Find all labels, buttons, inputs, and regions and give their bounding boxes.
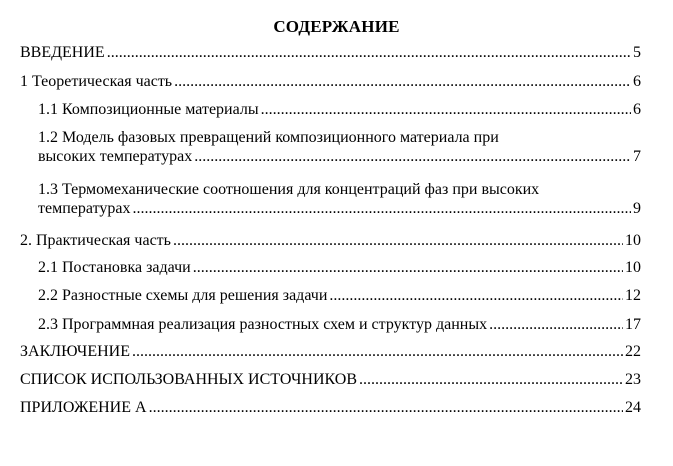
leader-dots: [174, 72, 631, 91]
toc-entry-1-1: [38, 100, 641, 119]
toc-entry-1-3: [38, 180, 641, 218]
toc-page-number: 9: [633, 200, 641, 217]
toc-entry-text-line1: 1.2 Модель фазовых превращений композиционного материала при: [38, 129, 499, 146]
toc-page-number: 5: [633, 44, 641, 61]
leader-dots: [329, 286, 623, 305]
leader-dots: [261, 100, 631, 119]
toc-page-number: 12: [625, 287, 641, 304]
toc-entry-text: ВВЕДЕНИЕ: [20, 44, 105, 61]
toc-entry-2-1: [38, 258, 641, 277]
toc-entry-text: ЗАКЛЮЧЕНИЕ: [20, 343, 130, 360]
toc-entry-line2: [38, 199, 641, 218]
toc-page-number: 10: [625, 259, 641, 276]
leader-dots: [359, 370, 623, 389]
toc-entry-text: ПРИЛОЖЕНИЕ А: [20, 399, 147, 416]
leader-dots: [193, 258, 623, 277]
toc-entry-conclusion: [20, 342, 641, 361]
toc-page-number: 23: [625, 371, 641, 388]
toc-entry-text: 2.1 Постановка задачи: [38, 259, 191, 276]
leader-dots: [489, 315, 623, 334]
toc-page-number: 10: [625, 232, 641, 249]
toc-entry-text: 2. Практическая часть: [20, 232, 171, 249]
leader-dots: [132, 199, 631, 218]
leader-dots: [149, 398, 623, 417]
toc-entry-text: 2.2 Разностные схемы для решения задачи: [38, 287, 328, 304]
toc-entry-appendix-a: [20, 398, 641, 417]
toc-entry-2-2: [38, 286, 641, 305]
toc-entry-theory: [20, 72, 641, 91]
toc-title: СОДЕРЖАНИЕ: [273, 17, 400, 36]
toc-page-number: 24: [625, 399, 641, 416]
toc-page-number: 6: [633, 101, 641, 118]
toc-entry-text-line2: высоких температурах: [38, 148, 193, 165]
toc-page-number: 22: [625, 343, 641, 360]
toc-entry-2-3: [38, 315, 641, 334]
toc-entry-line2: [38, 147, 641, 166]
toc-page-number: 7: [633, 148, 641, 165]
leader-dots: [132, 342, 623, 361]
toc-entry-1-2: [38, 128, 641, 166]
toc-entry-text-line2: температурах: [38, 200, 131, 217]
toc-entry-practice: [20, 231, 641, 250]
toc-entry-references: [20, 370, 641, 389]
toc-page-number: 6: [633, 73, 641, 90]
toc-entry-text: 2.3 Программная реализация разностных схем и структур данных: [38, 316, 488, 333]
toc-entry-text-line1: 1.3 Термомеханические соотношения для концентраций фаз при высоких: [38, 181, 540, 198]
toc-entry-introduction: [20, 43, 641, 62]
toc-entry-text: 1 Теоретическая часть: [20, 73, 173, 90]
toc-entry-text: СПИСОК ИСПОЛЬЗОВАННЫХ ИСТОЧНИКОВ: [20, 371, 358, 388]
leader-dots: [107, 43, 631, 62]
toc-entry-text: 1.1 Композиционные материалы: [38, 101, 259, 118]
leader-dots: [194, 147, 631, 166]
leader-dots: [173, 231, 623, 250]
toc-page-number: 17: [625, 316, 641, 333]
